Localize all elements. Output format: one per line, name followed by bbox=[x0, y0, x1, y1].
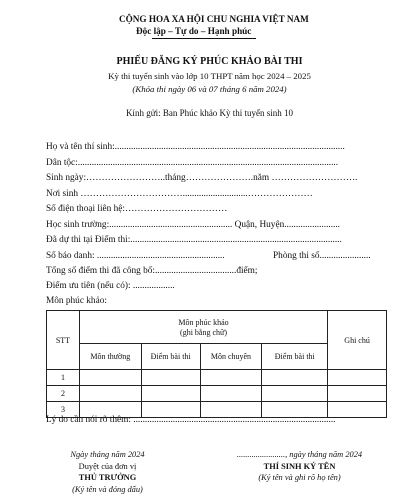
field-exam-site[interactable]: Đã dự thi tại Điểm thi:........................................................................................... bbox=[46, 235, 342, 245]
row-number: 2 bbox=[47, 386, 80, 402]
table-cell[interactable] bbox=[262, 386, 328, 402]
field-date-of-birth[interactable]: Sinh ngày:……………………..tháng………………….năm ………………………. bbox=[46, 173, 358, 183]
header-specialized-subject: Môn chuyên bbox=[200, 344, 262, 370]
candidate-signature-note: (Ký tên và ghi rõ họ tên) bbox=[258, 473, 341, 482]
header-score-1: Điểm bài thi bbox=[141, 344, 200, 370]
motto-underline bbox=[152, 38, 256, 39]
table-cell[interactable] bbox=[141, 386, 200, 402]
header-stt: STT bbox=[47, 311, 80, 370]
table-cell[interactable] bbox=[262, 370, 328, 386]
table-cell[interactable] bbox=[328, 402, 387, 418]
header-subject-group bbox=[79, 311, 327, 344]
left-head-title: THỦ TRƯỞNG bbox=[78, 473, 137, 482]
header-score-2: Điểm bài thi bbox=[262, 344, 328, 370]
table-cell[interactable] bbox=[328, 386, 387, 402]
header-subject-group-title: Môn phúc khảo bbox=[178, 317, 229, 327]
table-cell[interactable] bbox=[79, 386, 141, 402]
table-cell[interactable] bbox=[79, 370, 141, 386]
table-cell[interactable] bbox=[328, 370, 387, 386]
field-priority-points[interactable]: Điểm ưu tiên (nếu có): .................. bbox=[46, 281, 175, 291]
left-sign-seal-note: (Ký tên và đóng dấu) bbox=[72, 485, 143, 494]
field-total-score[interactable]: Tổng số điểm thi đã công bố:...................................điểm; bbox=[46, 266, 258, 276]
right-signature-date: ......................., ngày tháng năm 2024 bbox=[236, 450, 363, 459]
header-subject-group-note: (ghi bằng chữ) bbox=[180, 327, 228, 337]
table-row bbox=[47, 370, 387, 386]
subject-table bbox=[46, 310, 387, 418]
row-number: 3 bbox=[47, 402, 80, 418]
table-row bbox=[47, 386, 387, 402]
table-cell[interactable] bbox=[200, 370, 262, 386]
field-room-number[interactable]: Phòng thi số...................... bbox=[273, 251, 371, 261]
left-approval-label: Duyệt của đơn vị bbox=[78, 462, 137, 471]
field-birthplace[interactable]: Nơi sinh ……………………………............................………………… bbox=[46, 189, 313, 199]
addressee: Kính gửi: Ban Phúc khảo Kỳ thi tuyển sinh 10 bbox=[125, 108, 294, 118]
field-school[interactable]: Học sinh trường:..................................................... Quận, Huyện........................ bbox=[46, 220, 341, 230]
field-full-name[interactable]: Họ và tên thí sinh:................................................................................................... bbox=[46, 142, 345, 152]
field-ethnicity[interactable]: Dân tộc:................................................................................................................ bbox=[46, 158, 339, 168]
form-subtitle: Kỳ thi tuyển sinh vào lớp 10 THPT năm học 2024 – 2025 bbox=[108, 71, 311, 81]
field-reason[interactable]: Lý do cần nói rõ thêm: ....................................................................................... bbox=[46, 415, 336, 425]
table-cell[interactable] bbox=[141, 370, 200, 386]
form-title: PHIẾU ĐĂNG KÝ PHÚC KHẢO BÀI THI bbox=[116, 56, 303, 67]
candidate-signature-label: THÍ SINH KÝ TÊN bbox=[263, 462, 336, 471]
field-phone[interactable]: Số điện thoại liên hệ:…………………………… bbox=[46, 204, 228, 214]
row-number: 1 bbox=[47, 370, 80, 386]
country-name: CỘNG HOA XA HỘI CHU NGHIA VIỆT NAM bbox=[119, 14, 309, 24]
field-candidate-number[interactable]: Số báo danh: ....................................................... bbox=[46, 251, 225, 261]
header-notes: Ghi chú bbox=[328, 311, 387, 370]
left-signature-date: Ngày tháng năm 2024 bbox=[70, 450, 145, 459]
header-regular-subject: Môn thường bbox=[79, 344, 141, 370]
table-cell[interactable] bbox=[200, 386, 262, 402]
motto: Độc lập – Tự do – Hạnh phúc bbox=[136, 26, 252, 36]
subject-label: Môn phúc khảo: bbox=[46, 296, 107, 306]
exam-dates: (Khóa thi ngày 06 và 07 tháng 6 năm 2024) bbox=[132, 84, 287, 94]
